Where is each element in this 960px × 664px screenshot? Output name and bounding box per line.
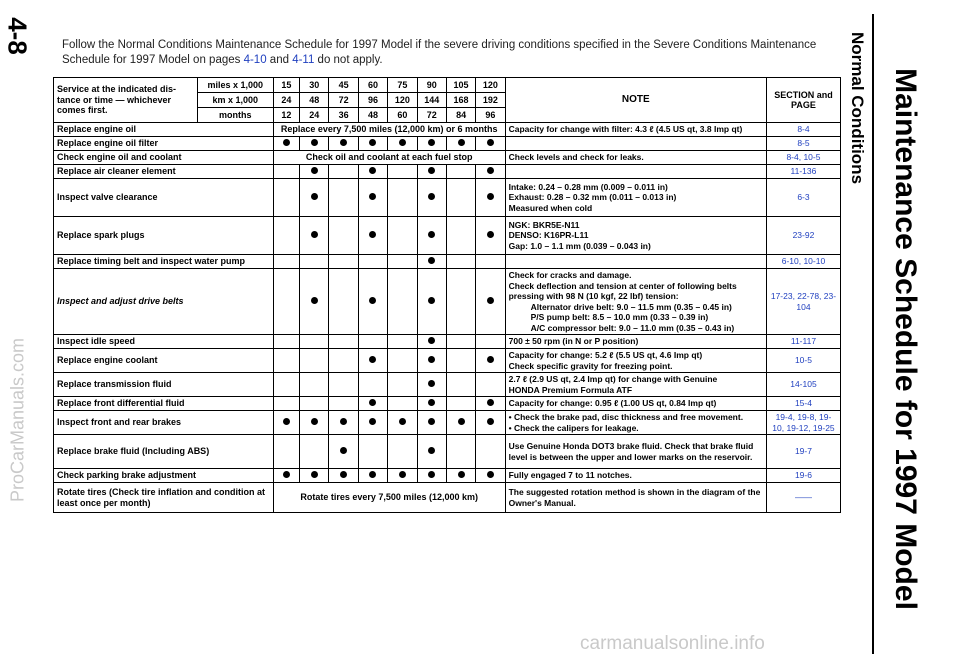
interval-cell [358,469,387,483]
service-item: Replace engine coolant [54,349,274,373]
note-line: 2.7 ℓ (2.9 US qt, 2.4 Imp qt) for change with Genuine [508,374,718,384]
section-page-link[interactable]: 8-5 [766,137,840,151]
service-due-dot [369,471,376,478]
interval-cell [446,269,475,335]
interval-cell [273,411,299,435]
interval-cell [273,349,299,373]
interval-cell [446,179,475,217]
note-line: • Check the brake pad, disc thickness and free movement. [508,412,744,422]
interval-cell [300,349,329,373]
note-line: NGK: BKR5E-N11 [508,219,580,230]
interval-cell [273,335,299,349]
miles-cell: 75 [388,78,417,93]
interval-cell [273,217,299,255]
interval-cell [300,269,329,335]
interval-cell [273,373,299,397]
interval-cell [476,137,505,151]
interval-cell [329,397,358,411]
section-page-link[interactable]: 19-6 [766,469,840,483]
interval-span-text: Check oil and coolant at each fuel stop [273,151,505,165]
note-cell [505,483,766,513]
interval-cell [358,165,387,179]
schedule-row [54,123,841,137]
interval-cell [273,255,299,269]
service-due-dot [428,399,435,406]
interval-cell [417,217,446,255]
service-due-dot [487,193,494,200]
interval-cell [329,269,358,335]
miles-cell: 105 [446,78,475,93]
service-item: Replace air cleaner element [54,165,274,179]
note-cell [505,151,766,165]
note-line: Check specific gravity for freezing point. [508,360,673,371]
title-divider [872,14,874,654]
interval-cell [417,349,446,373]
section-page-link[interactable]: —— [766,483,840,513]
service-item: Check parking brake adjustment [54,469,274,483]
note-line: Exhaust: 0.28 – 0.32 mm (0.011 – 0.013 in) [508,192,677,203]
interval-cell [358,137,387,151]
months-cell: 24 [300,108,329,123]
interval-cell [300,137,329,151]
schedule-row [54,217,841,255]
miles-cell: 60 [358,78,387,93]
interval-cell [388,137,417,151]
interval-cell [273,397,299,411]
km-cell: 168 [446,93,475,108]
service-item: Inspect front and rear brakes [54,411,274,435]
interval-cell [358,269,387,335]
interval-cell [417,411,446,435]
interval-cell [388,373,417,397]
interval-cell [446,335,475,349]
interval-cell [388,165,417,179]
service-item: Replace timing belt and inspect water pump [54,255,274,269]
interval-cell [476,373,505,397]
interval-span-text: Replace every 7,500 miles (12,000 km) or 6 months [273,123,505,137]
schedule-row [54,151,841,165]
service-due-dot [487,356,494,363]
interval-cell [329,165,358,179]
service-due-dot [487,231,494,238]
page-number: 4-8 [2,17,33,55]
service-due-dot [428,471,435,478]
interval-cell [388,255,417,269]
service-due-dot [399,418,406,425]
km-cell: 48 [300,93,329,108]
service-due-dot [428,231,435,238]
interval-cell [446,255,475,269]
months-cell: 36 [329,108,358,123]
interval-cell [417,373,446,397]
section-page-link[interactable]: 23-92 [766,217,840,255]
service-due-dot [428,418,435,425]
service-due-dot [311,193,318,200]
service-due-dot [369,231,376,238]
service-item: Replace engine oil filter [54,137,274,151]
section-page-link[interactable]: 8-4, 10-5 [766,151,840,165]
months-cell: 12 [273,108,299,123]
service-due-dot [428,139,435,146]
note-line: 700 ± 50 rpm (in N or P position) [508,336,639,347]
service-due-dot [340,471,347,478]
note-line: DENSO: K16PR-L11 [508,230,589,241]
note-line: Gap: 1.0 – 1.1 mm (0.039 – 0.043 in) [508,240,651,251]
service-due-dot [487,418,494,425]
months-cell: 96 [476,108,505,123]
interval-cell [358,179,387,217]
side-subtitle: Normal Conditions [848,31,867,185]
service-due-dot [428,447,435,454]
interval-cell [300,373,329,397]
interval-cell [446,217,475,255]
interval-cell [446,411,475,435]
interval-cell [388,469,417,483]
service-item: Replace spark plugs [54,217,274,255]
service-due-dot [428,297,435,304]
km-cell: 72 [329,93,358,108]
interval-cell [417,179,446,217]
miles-cell: 30 [300,78,329,93]
service-due-dot [399,139,406,146]
interval-cell [388,411,417,435]
service-item: Replace brake fluid (Including ABS) [54,435,274,469]
note-cell [505,397,766,411]
interval-cell [388,335,417,349]
page-link-4-10[interactable]: 4-10 [243,54,267,66]
months-cell: 48 [358,108,387,123]
service-due-dot [458,418,465,425]
miles-label: miles x 1,000 [197,78,273,93]
service-due-dot [311,471,318,478]
service-due-dot [458,471,465,478]
interval-cell [358,373,387,397]
interval-cell [417,137,446,151]
service-due-dot [283,139,290,146]
note-cell [505,269,766,335]
side-title: Maintenance Schedule for 1997 Model [889,68,922,610]
service-due-dot [283,418,290,425]
interval-cell [329,179,358,217]
months-cell: 72 [417,108,446,123]
schedule-row [54,255,841,269]
miles-cell: 120 [476,78,505,93]
service-due-dot [311,167,318,174]
interval-cell [476,335,505,349]
interval-cell [300,255,329,269]
schedule-row [54,435,841,469]
schedule-row [54,411,841,435]
interval-cell [329,411,358,435]
note-line: The suggested rotation method is shown in the diagram of the Owner's Manual. [508,487,761,508]
service-due-dot [428,193,435,200]
service-due-dot [487,167,494,174]
miles-cell: 15 [273,78,299,93]
km-cell: 192 [476,93,505,108]
note-line: Check for cracks and damage. [508,270,632,280]
interval-cell [329,373,358,397]
interval-cell [300,217,329,255]
interval-cell [329,255,358,269]
interval-cell [476,469,505,483]
schedule-row [54,483,841,513]
service-due-dot [340,418,347,425]
note-line: Check levels and check for leaks. [508,152,644,163]
interval-cell [417,269,446,335]
interval-cell [476,217,505,255]
service-due-dot [428,356,435,363]
interval-cell [358,335,387,349]
service-item: Check engine oil and coolant [54,151,274,165]
schedule-row [54,469,841,483]
interval-cell [329,435,358,469]
interval-cell [417,469,446,483]
note-line: A/C compressor belt: 9.0 – 11.0 mm (0.35 – 0.43 in) [530,322,735,333]
interval-cell [300,469,329,483]
note-line: P/S pump belt: 8.5 – 10.0 mm (0.33 – 0.39 in) [530,312,709,322]
interval-cell [300,179,329,217]
interval-cell [329,335,358,349]
service-item: Rotate tires (Check tire inflation and condition at least once per month) [54,483,274,513]
schedule-row [54,137,841,151]
page-link-4-11[interactable]: 4-11 [292,54,315,66]
service-due-dot [369,167,376,174]
interval-cell [300,411,329,435]
service-item: Replace front differential fluid [54,397,274,411]
months-cell: 60 [388,108,417,123]
interval-cell [388,349,417,373]
note-cell [505,373,766,397]
service-due-dot [399,471,406,478]
schedule-row [54,373,841,397]
service-due-dot [487,139,494,146]
interval-cell [273,165,299,179]
service-due-dot [311,297,318,304]
km-cell: 120 [388,93,417,108]
service-item: Replace transmission fluid [54,373,274,397]
interval-cell [358,411,387,435]
km-label: km x 1,000 [197,93,273,108]
note-cell [505,255,766,269]
note-line: Capacity for change with filter: 4.3 ℓ (4.5 US qt, 3.8 Imp qt) [508,124,743,135]
service-due-dot [428,167,435,174]
section-page-link[interactable]: 8-4 [766,123,840,137]
section-page-link[interactable]: 17-23, 22-78, 23-104 [766,269,840,335]
interval-cell [358,349,387,373]
schedule-row [54,165,841,179]
interval-cell [417,165,446,179]
note-line: Fully engaged 7 to 11 notches. [508,470,632,481]
service-due-dot [369,356,376,363]
service-due-dot [428,337,435,344]
miles-cell: 45 [329,78,358,93]
interval-cell [446,349,475,373]
interval-cell [300,397,329,411]
interval-cell [388,397,417,411]
note-line: HONDA Premium Formula ATF [508,384,633,395]
service-due-dot [369,139,376,146]
section-page-link[interactable]: 15-4 [766,397,840,411]
note-cell [505,165,766,179]
interval-cell [273,269,299,335]
interval-cell [476,397,505,411]
interval-cell [417,255,446,269]
service-item: Inspect idle speed [54,335,274,349]
interval-cell [300,435,329,469]
note-cell [505,435,766,469]
interval-cell [417,435,446,469]
interval-cell [273,469,299,483]
schedule-row [54,397,841,411]
service-due-dot [311,139,318,146]
interval-cell [388,179,417,217]
service-due-dot [311,418,318,425]
interval-cell [273,179,299,217]
interval-cell [388,217,417,255]
service-item: Replace engine oil [54,123,274,137]
interval-cell [476,255,505,269]
interval-cell [358,217,387,255]
note-cell [505,217,766,255]
interval-cell [446,165,475,179]
service-due-dot [487,471,494,478]
interval-cell [329,469,358,483]
service-due-dot [283,471,290,478]
service-due-dot [369,297,376,304]
interval-cell [446,435,475,469]
service-due-dot [311,231,318,238]
note-line: Capacity for change: 5.2 ℓ (5.5 US qt, 4.6 Imp qt) [508,350,703,360]
interval-cell [358,255,387,269]
service-due-dot [428,380,435,387]
intro-paragraph: Follow the Normal Conditions Maintenance Schedule for 1997 Model if the severe driving conditions specified in the Severe Conditions Maintenance Schedule for 1997 Model on pages 4-10 and 4-11 do not apply. [62,39,817,66]
note-line: Check deflection and tension at center of following belts pressing with 98 N (10 kgf, 22 lbf) tension: [508,280,737,301]
service-due-dot [369,399,376,406]
note-line: Capacity for change: 0.95 ℓ (1.00 US qt, 0.84 Imp qt) [508,398,717,409]
interval-cell [329,137,358,151]
service-due-dot [428,257,435,264]
service-due-dot [458,139,465,146]
km-cell: 24 [273,93,299,108]
interval-cell [388,269,417,335]
note-cell [505,411,766,435]
interval-cell [273,435,299,469]
interval-cell [329,349,358,373]
section-page-link[interactable]: 19-4, 19-8, 19-10, 19-12, 19-25 [766,411,840,435]
section-page-link[interactable]: 11-117 [766,335,840,349]
interval-cell [300,335,329,349]
interval-cell [273,137,299,151]
service-item: Inspect and adjust drive belts [54,269,274,335]
months-cell: 84 [446,108,475,123]
interval-span-text: Rotate tires every 7,500 miles (12,000 km) [273,483,505,513]
schedule-row [54,179,841,217]
interval-cell [476,269,505,335]
interval-cell [476,435,505,469]
interval-cell [476,165,505,179]
note-cell [505,469,766,483]
months-label: months [197,108,273,123]
interval-cell [388,435,417,469]
km-cell: 96 [358,93,387,108]
note-cell [505,349,766,373]
note-line: Alternator drive belt: 9.0 – 11.5 mm (0.35 – 0.45 in) [530,301,732,312]
section-page-link[interactable]: 14-105 [766,373,840,397]
interval-cell [358,397,387,411]
section-page-link[interactable]: 19-7 [766,435,840,469]
watermark-bottom: carmanualsonline.info [580,633,765,654]
section-page-link[interactable]: 6-10, 10-10 [766,255,840,269]
schedule-row [54,269,841,335]
watermark-left: ProCarManuals.com [7,337,28,503]
section-page-link[interactable]: 11-136 [766,165,840,179]
interval-cell [446,397,475,411]
interval-cell [476,349,505,373]
interval-cell [417,335,446,349]
section-page-link[interactable]: 6-3 [766,179,840,217]
service-due-dot [487,399,494,406]
service-due-dot [369,418,376,425]
note-header: NOTE [505,78,766,123]
km-cell: 144 [417,93,446,108]
interval-cell [446,373,475,397]
maintenance-schedule-table [53,77,841,513]
miles-cell: 90 [417,78,446,93]
interval-cell [446,137,475,151]
service-due-dot [369,193,376,200]
note-cell [505,335,766,349]
note-line: Measured when cold [508,202,593,213]
note-cell [505,179,766,217]
note-line: Intake: 0.24 – 0.28 mm (0.009 – 0.011 in) [508,181,668,192]
schedule-row [54,349,841,373]
interval-cell [446,469,475,483]
service-due-dot [340,139,347,146]
note-line: • Check the calipers for leakage. [508,422,639,433]
section-page-link[interactable]: 10-5 [766,349,840,373]
service-item: Inspect valve clearance [54,179,274,217]
interval-cell [417,397,446,411]
interval-cell [476,411,505,435]
note-cell [505,137,766,151]
note-line: Use Genuine Honda DOT3 brake fluid. Check that brake fluid level is between the upper and lower marks on the reservoir. [508,441,754,462]
interval-cell [329,217,358,255]
interval-cell [300,165,329,179]
interval-cell [358,435,387,469]
section-page-header: SECTION and PAGE [766,78,840,123]
service-due-dot [340,447,347,454]
service-interval-label: Service at the indicated dis-tance or time — whichever comes first. [54,78,198,123]
schedule-row [54,335,841,349]
service-due-dot [487,297,494,304]
note-cell [505,123,766,137]
interval-cell [476,179,505,217]
